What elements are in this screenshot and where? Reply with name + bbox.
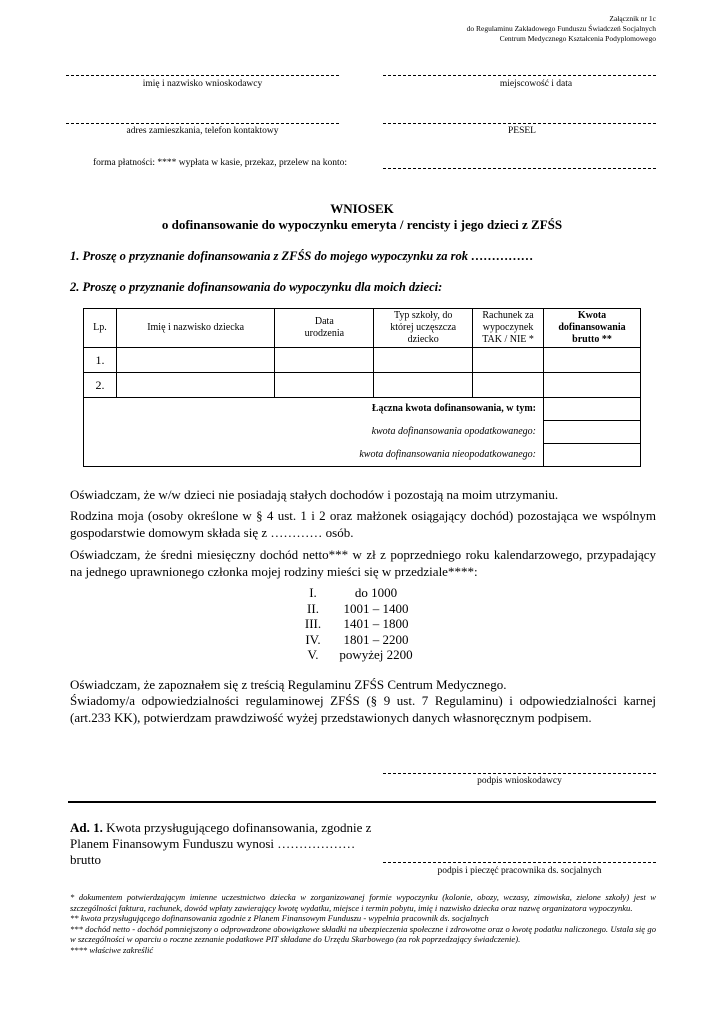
birth-date-cell[interactable] [275, 348, 374, 373]
address-phone-label: adres zamieszkania, telefon kontaktowy [126, 126, 279, 136]
place-date-field[interactable] [383, 75, 656, 76]
untaxed-label: kwota dofinansowania nieopodatkowanego: [84, 444, 544, 467]
income-bracket[interactable] [295, 585, 421, 601]
taxed-label: kwota dofinansowania opodatkowanego: [84, 421, 544, 444]
attachment-line-3: Centrum Medycznego Kształcenia Podyplomowego [499, 34, 656, 43]
bracket-number: II. [307, 600, 319, 616]
bracket-number: IV. [305, 631, 321, 647]
header-invoice: Rachunek za wypoczynek TAK / NIE * [473, 309, 544, 348]
total-label: Łączna kwota dofinansowania, w tym: [84, 398, 544, 421]
header-school-type: Typ szkoły, do której uczęszcza dziecko [374, 309, 473, 348]
statement-liability: Świadomy/a odpowiedzialności regulaminowej ZFŚS (§ 9 ust. 7 Regulaminu) i odpowiedzialności karnej (art.233 KK), potwierdzam prawdziwość wyżej przedstawionych danych własnoręcznym podpisem. [70, 693, 656, 725]
request-children-vacation: 2. Proszę o przyznanie dofinansowania do wypoczynku dla moich dzieci: [70, 280, 443, 294]
amount-cell[interactable] [544, 348, 641, 373]
child-name-cell[interactable] [116, 348, 274, 373]
payment-form-label: forma płatności: **** wypłata w kasie, przekaz, przelew na konto: [93, 158, 348, 168]
header-child-name: Imię i nazwisko dziecka [116, 309, 274, 348]
table-header-row [84, 309, 641, 348]
applicant-name-field[interactable] [66, 75, 339, 76]
income-bracket[interactable] [295, 632, 421, 648]
bracket-range: do 1000 [354, 585, 398, 600]
bracket-number: V. [307, 647, 319, 662]
footnotes [70, 892, 656, 955]
form-subtitle: o dofinansowanie do wypoczynku emeryta / rencisty i jego dzieci z ZFŚS [161, 217, 563, 232]
income-bracket[interactable] [295, 616, 421, 632]
table-row [84, 373, 641, 398]
address-phone-field[interactable] [66, 123, 339, 124]
taxed-row [84, 421, 641, 444]
ad1-heading: Ad. 1. [70, 820, 103, 835]
attachment-note [467, 14, 656, 44]
attachment-line-2: do Regulaminu Zakładowego Funduszu Świadczeń Socjalnych [466, 24, 656, 33]
worker-signature-field[interactable] [383, 862, 656, 863]
attachment-line-1: Załącznik nr 1c [609, 14, 656, 23]
invoice-cell[interactable] [473, 373, 544, 398]
children-table [83, 308, 641, 467]
row-number: 1. [84, 348, 117, 373]
footnote-1: * dokumentem potwierdzającym imienne uczestnictwo dziecka w zorganizowanej formie wypoczynku (kolonie, obozy, wczasy, zimowiska, zielone szkoły) jest w szczególności faktura, rachunek, dowód wpłaty zawierający kwotę wydatku, miejsce i termin pobytu, imię i nazwisko dziecka oraz nazwę organizatora wypoczynku. [70, 892, 656, 913]
bracket-range: 1001 – 1400 [343, 600, 409, 616]
header-lp: Lp. [84, 309, 117, 348]
ad1-text: Kwota przysługującego dofinansowania, zgodnie z Planem Finansowym Funduszu wynosi ……………… brutto [70, 820, 372, 867]
account-number-field[interactable] [383, 168, 656, 169]
footnote-3: *** dochód netto - dochód pomniejszony o odprowadzone obowiązkowe składki na ubezpieczenia społeczne i zdrowotne oraz o kwotę podatku naliczonego. Ustala się go w szczególności w oparciu o roczne zeznanie podatkowe PIT składane do Urzędu Skarbowego (za rok poprzedzający świadczenie). [70, 923, 656, 944]
school-type-cell[interactable] [374, 348, 473, 373]
amount-cell[interactable] [544, 373, 641, 398]
header-birth-date: Data urodzenia [275, 309, 374, 348]
header-amount: Kwota dofinansowania brutto ** [544, 309, 641, 348]
footnote-2: ** kwota przysługującego dofinansowania zgodnie z Planem Finansowym Funduszu - wypełnia pracownik ds. socjalnych [70, 913, 489, 923]
form-title: WNIOSEK [330, 201, 394, 216]
income-bracket[interactable] [295, 647, 421, 663]
child-name-cell[interactable] [116, 373, 274, 398]
pesel-field[interactable] [383, 123, 656, 124]
statement-income: Oświadczam, że średni miesięczny dochód netto*** w zł z poprzedniego roku kalendarzowego, przypadający na jednego uprawnionego członka mojej rodziny mieści się w przedziale****: [70, 547, 656, 579]
worker-signature-label: podpis i pieczęć pracownika ds. socjalnych [437, 866, 602, 876]
invoice-cell[interactable] [473, 348, 544, 373]
place-date-label: miejscowość i data [499, 79, 573, 89]
ad1-note [70, 820, 382, 868]
birth-date-cell[interactable] [275, 373, 374, 398]
section-divider [68, 801, 656, 803]
footnote-4: **** właściwe zakreślić [70, 944, 154, 955]
bracket-range: 1801 – 2200 [343, 631, 409, 647]
applicant-signature-label: podpis wnioskodawcy [477, 776, 562, 786]
applicant-name-label: imię i nazwisko wnioskodawcy [142, 79, 263, 89]
taxed-amount-cell[interactable] [544, 421, 641, 444]
income-bracket[interactable] [295, 601, 421, 617]
statement-household: Rodzina moja (osoby określone w § 4 ust. 1 i 2 oraz małżonek osiągający dochód) pozostająca we wspólnym gospodarstwie domowym składa się z ………… osób. [70, 508, 656, 540]
total-row [84, 398, 641, 421]
school-type-cell[interactable] [374, 373, 473, 398]
pesel-label: PESEL [508, 126, 536, 136]
request-own-vacation: 1. Proszę o przyznanie dofinansowania z ZFŚS do mojego wypoczynku za rok …………… [70, 249, 534, 263]
bracket-number: III. [304, 616, 322, 631]
statement-regulations: Oświadczam, że zapoznałem się z treścią Regulaminu ZFŚS Centrum Medycznego. [70, 677, 507, 692]
applicant-signature-field[interactable] [383, 773, 656, 774]
untaxed-row [84, 444, 641, 467]
statement-dependents: Oświadczam, że w/w dzieci nie posiadają stałych dochodów i pozostają na moim utrzymaniu. [70, 487, 559, 502]
bracket-number: I. [309, 585, 317, 600]
income-brackets [295, 585, 421, 663]
bracket-range: 1401 – 1800 [343, 616, 409, 631]
total-amount-cell[interactable] [544, 398, 641, 421]
bracket-range: powyżej 2200 [339, 647, 413, 662]
untaxed-amount-cell[interactable] [544, 444, 641, 467]
row-number: 2. [84, 373, 117, 398]
table-row [84, 348, 641, 373]
